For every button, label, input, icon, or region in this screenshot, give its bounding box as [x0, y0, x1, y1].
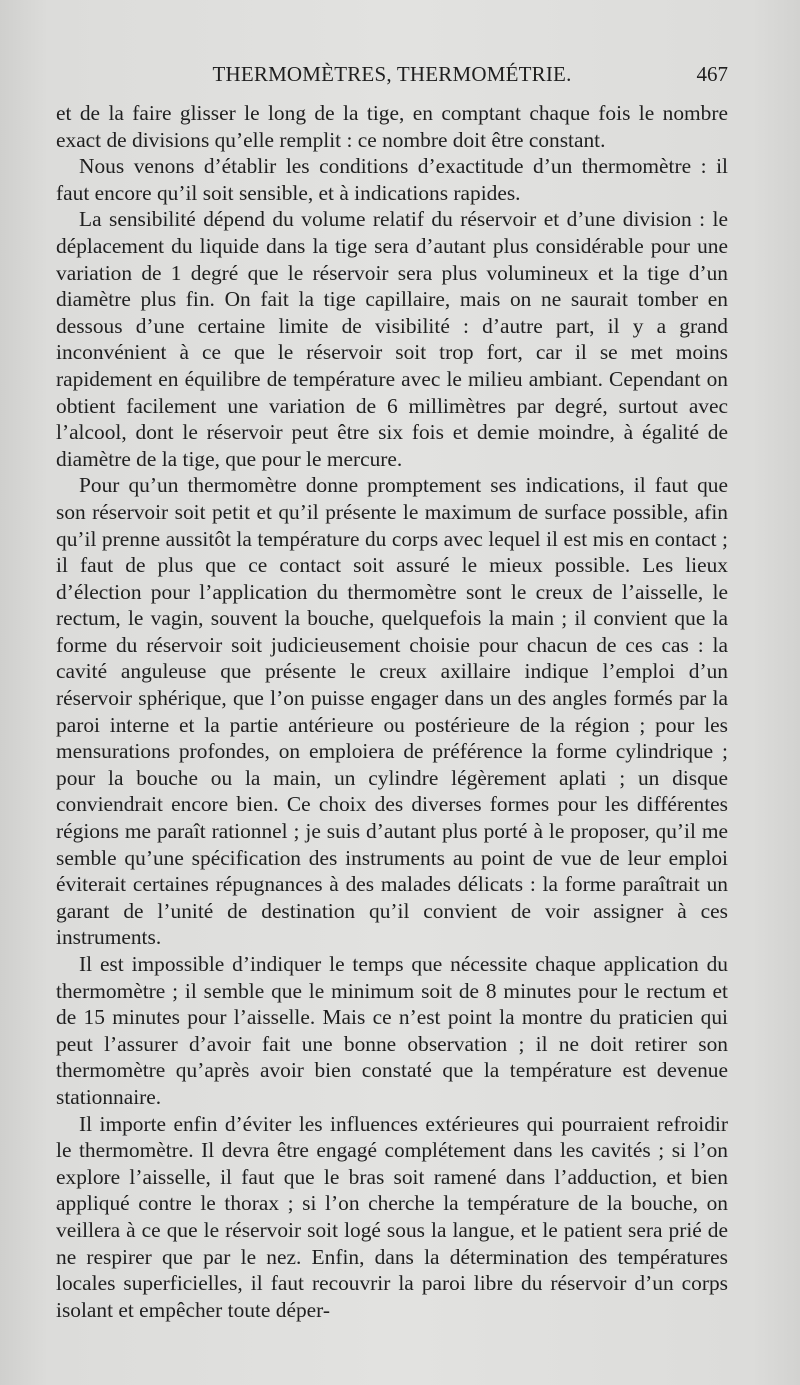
paragraph-reservoir-shape: Pour qu’un thermomètre donne promptement ses indications, il faut que son réservoir soit petit et qu’il présente le maximum de surface possible, afin qu’il prenne aussitôt la température du corps avec lequel il est mis en contact ; il faut de plus que ce contact soit assuré le mieux possible. Les lieux d’élection pour l’application du thermomètre sont le creux de l’aisselle, le rectum, le vagin, souvent la bouche, quelquefois la main ; il convient que la forme du réservoir soit judicieusement choisie pour chacun de ces cas : la cavité anguleuse que présente le creux axillaire indique l’emploi d’un réservoir sphérique, que l’on puisse engager dans un des angles formés par la paroi interne et la partie antérieure ou postérieure de la région ; pour les mensurations profondes, on emploiera de préférence la forme cylindrique ; pour la bouche ou la main, un cylindre légèrement aplati ; un disque conviendrait encore bien. Ce choix des diverses formes pour les différentes régions me paraît rationnel ; je suis d’autant plus porté à le proposer, qu’il me semble qu’une spécification des instruments au point de vue de leur emploi éviterait certaines répugnances à des malades délicats : la forme paraîtrait un garant de l’unité de destination qu’il convient de voir assigner à ces instruments.	[56, 473, 728, 950]
page-number: 467	[696, 62, 728, 86]
paragraph-continuation: et de la faire glisser le long de la tige, en comptant chaque fois le nombre exact de divisions qu’elle remplit : ce nombre doit être constant.	[56, 101, 728, 152]
running-head	[56, 60, 728, 88]
paragraph-external-influences: Il importe enfin d’éviter les influences extérieures qui pourraient refroidir le thermomètre. Il devra être engagé complétement dans les cavités ; si l’on explore l’aisselle, il faut que le bras soit ramené dans l’adduction, et bien appliqué contre le thorax ; si l’on cherche la température de la bouche, on veillera à ce que le réservoir soit logé sous la langue, et le patient sera prié de ne respirer que par le nez. Enfin, dans la détermination des températures locales superficielles, il faut recouvrir la paroi libre du réservoir d’un corps isolant et empêcher toute déper-	[56, 1111, 728, 1322]
running-title: THERMOMÈTRES, THERMOMÉTRIE.	[212, 62, 572, 86]
paragraph-sensitivity-intro: Nous venons d’établir les conditions d’exactitude d’un thermomètre : il faut encore qu’il soit sensible, et à indications rapides.	[56, 154, 728, 205]
body-text	[56, 100, 728, 1323]
paragraph-sensitivity: La sensibilité dépend du volume relatif du réservoir et d’une division : le déplacement du liquide dans la tige sera d’autant plus considérable pour une variation de 1 degré que le réservoir sera plus volumineux et la tige d’un diamètre plus fin. On fait la tige capillaire, mais on ne saurait tomber en dessous d’une certaine limite de visibilité : d’autre part, il y a grand inconvénient à ce que le réservoir soit trop fort, car il se met moins rapidement en équilibre de température avec le milieu ambiant. Cependant on obtient facilement une variation de 6 millimètres par degré, surtout avec l’alcool, dont le réservoir peut être six fois et demie moindre, à égalité de diamètre de la tige, que pour le mercure.	[56, 207, 728, 471]
paragraph-application-time: Il est impossible d’indiquer le temps que nécessite chaque application du thermomètre ; il semble que le minimum soit de 8 minutes pour le rectum et de 15 minutes pour l’aisselle. Mais ce n’est point la montre du praticien qui peut l’assurer d’avoir fait une bonne observation ; il ne doit retirer son thermomètre qu’après avoir bien constaté que la température est devenue stationnaire.	[56, 952, 728, 1109]
